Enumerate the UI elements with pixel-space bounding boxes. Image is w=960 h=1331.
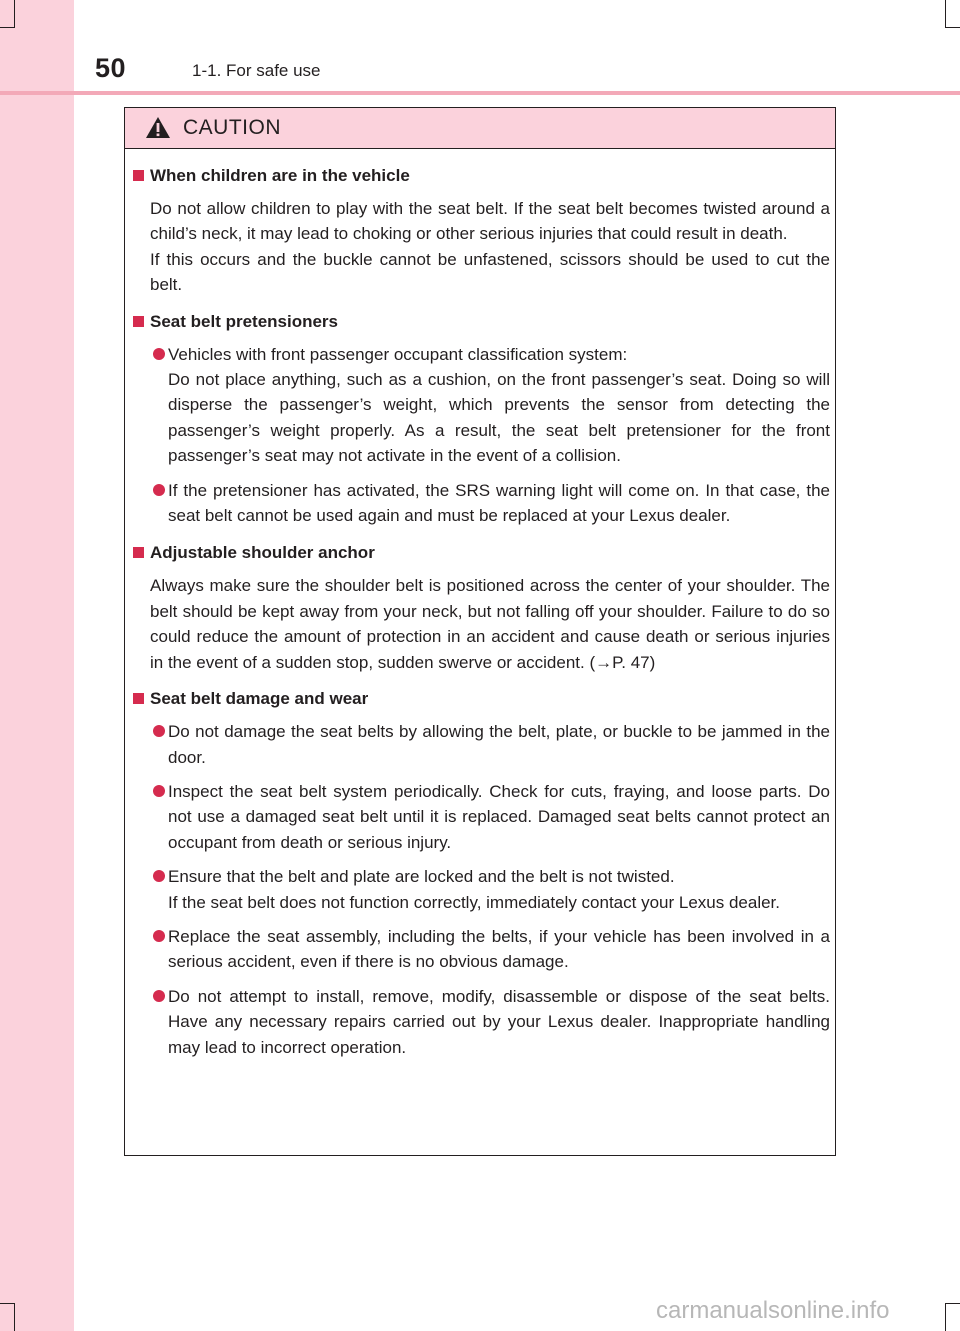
list-item xyxy=(133,779,830,855)
section-title: 1-1. For safe use xyxy=(192,61,321,80)
crop-mark xyxy=(945,27,960,28)
caution-content xyxy=(133,160,830,1069)
circle-bullet-icon xyxy=(153,785,165,797)
list-item xyxy=(133,924,830,975)
paragraph: Do not allow children to play with the seat belt. If the seat belt becomes twisted around a child’s neck, it may lead to choking or other serious injuries that could result in death. xyxy=(150,199,830,244)
header-rule xyxy=(0,91,960,95)
section-heading xyxy=(133,537,830,569)
circle-bullet-icon xyxy=(153,484,165,496)
square-bullet-icon xyxy=(133,316,144,327)
list-item-text: If the seat belt does not function correctly, immediately contact your Lexus dealer. xyxy=(168,892,781,912)
list-item xyxy=(133,719,830,770)
section-pretensioners xyxy=(133,306,830,529)
list-item-text: Do not attempt to install, remove, modify, disassemble or dispose of the seat belts. Have any necessary repairs carried out by your Lexus dealer. Inappropriate handling may lead to incorrect operation. xyxy=(168,986,830,1057)
list-item-text: Inspect the seat belt system periodically. Check for cuts, fraying, and loose parts. Do not use a damaged seat belt until it is replaced. Damaged seat belts cannot protect an occupant from death or serious injury. xyxy=(168,781,830,852)
crop-mark xyxy=(945,1303,946,1331)
paragraph: Always make sure the shoulder belt is positioned across the center of your shoulder. The belt should be kept away from your neck, but not falling off your shoulder. Failure to do so could reduce the amount of protection in an accident and cause death or serious injuries in the event of a sudden stop, sudden swerve or accident. (→P. 47) xyxy=(150,576,830,672)
circle-bullet-icon xyxy=(153,348,165,360)
square-bullet-icon xyxy=(133,547,144,558)
section-heading-text: Seat belt pretensioners xyxy=(150,311,339,331)
caution-box xyxy=(124,107,836,1156)
list-item-text: Ensure that the belt and plate are locked and the belt is not twisted. xyxy=(168,867,675,887)
section-heading-text: Seat belt damage and wear xyxy=(150,689,369,709)
section-children xyxy=(133,160,830,298)
section-heading-text: When children are in the vehicle xyxy=(150,166,410,185)
bullet-list xyxy=(133,342,830,529)
section-heading-text: Adjustable shoulder anchor xyxy=(150,543,375,563)
crop-mark xyxy=(0,1303,15,1304)
list-item-text: Vehicles with front passenger occupant classification system: xyxy=(168,344,628,364)
crop-mark xyxy=(945,1303,960,1304)
circle-bullet-icon xyxy=(153,725,165,737)
list-item-text: Do not damage the seat belts by allowing the belt, plate, or buckle to be jammed in the door. xyxy=(168,722,830,767)
crop-mark xyxy=(14,0,15,28)
watermark: carmanualsonline.info xyxy=(656,1297,890,1324)
list-item xyxy=(133,342,830,469)
bullet-list xyxy=(133,719,830,1060)
section-heading xyxy=(133,683,830,715)
warning-triangle-icon xyxy=(145,116,171,139)
circle-bullet-icon xyxy=(153,990,165,1002)
paragraph: If this occurs and the buckle cannot be unfastened, scissors should be used to cut the belt. xyxy=(150,249,830,295)
list-item xyxy=(133,478,830,529)
section-heading xyxy=(133,306,830,338)
circle-bullet-icon xyxy=(153,930,165,942)
list-item-text: Do not place anything, such as a cushion, on the front passenger’s seat. Doing so will disperse the passenger’s weight, which prevents the sensor from detecting the passenger’s weight properly. As a result, the seat belt pretensioner for the front passenger’s seat may not activate in the event of a collision. xyxy=(168,370,830,466)
list-item xyxy=(133,984,830,1060)
list-item-text: If the pretensioner has activated, the SRS warning light will come on. In that case, the seat belt cannot be used again and must be replaced at your Lexus dealer. xyxy=(168,480,830,526)
page-number: 50 xyxy=(95,53,127,83)
list-item xyxy=(133,864,830,915)
square-bullet-icon xyxy=(133,170,144,181)
list-item-text: Replace the seat assembly, including the belts, if your vehicle has been involved in a serious accident, even if there is no obvious damage. xyxy=(168,926,830,972)
caution-header xyxy=(125,108,835,149)
section-damage-wear xyxy=(133,683,830,1060)
caution-title: CAUTION xyxy=(183,116,281,139)
crop-mark xyxy=(14,1303,15,1331)
side-margin-band xyxy=(0,0,74,1331)
section-shoulder-anchor xyxy=(133,537,830,675)
circle-bullet-icon xyxy=(153,870,165,882)
crop-mark xyxy=(0,27,15,28)
section-heading xyxy=(133,160,830,192)
crop-mark xyxy=(945,0,946,28)
square-bullet-icon xyxy=(133,693,144,704)
